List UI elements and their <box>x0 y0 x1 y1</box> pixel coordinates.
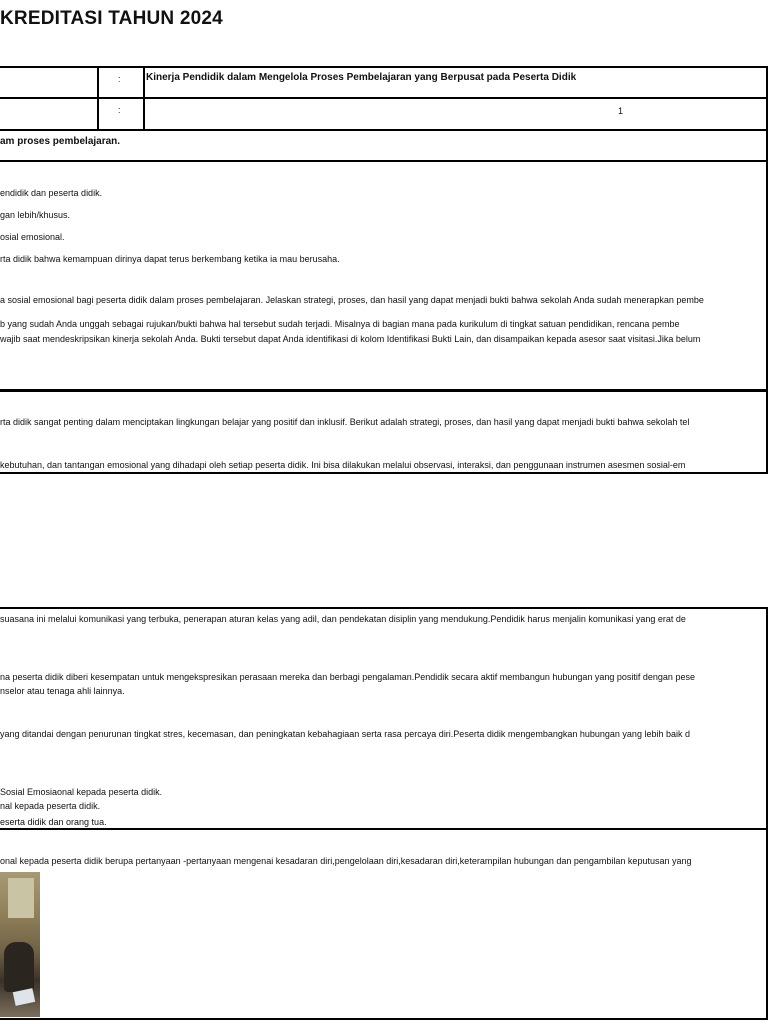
answer-line: rta didik sangat penting dalam menciptakan lingkungan belajar yang positif dan inklusif. Berikut adalah strategi, proses, dan hasil yang dapat menjadi bukti bahwa sekolah tel <box>0 417 690 427</box>
evidence-item: eserta didik dan orang tua. <box>0 817 107 827</box>
answer-line: suasana ini melalui komunikasi yang terbuka, penerapan aturan kelas yang adil, dan pendekatan disiplin yang mendukung.Pendidik harus menjalin komunikasi yang erat de <box>0 614 686 624</box>
classroom-photo <box>0 872 40 1017</box>
evidence-item: nal kepada peserta didik. <box>0 801 101 811</box>
section-divider <box>0 160 768 162</box>
page-title: KREDITASI TAHUN 2024 <box>0 8 223 29</box>
table-col-divider-1 <box>97 66 99 131</box>
row1-separator: : <box>118 74 121 84</box>
table-border-top <box>0 66 768 68</box>
list-item: gan lebih/khusus. <box>0 210 71 220</box>
row2-value: 1 <box>618 106 624 116</box>
instruction-line: b yang sudah Anda unggah sebagai rujukan/bukti bahwa hal tersebut sudah terjadi. Misalnya di bagian mana pada kurikulum di tingkat satuan pendidikan, rencana pembe <box>0 319 680 329</box>
answer-line: na peserta didik diberi kesempatan untuk mengekspresikan perasaan mereka dan berbagi pengalaman.Pendidik secara aktif membangun hubungan yang positif dengan pese <box>0 672 695 682</box>
table-col-divider-2 <box>143 66 145 131</box>
evidence-divider <box>0 828 768 830</box>
table-border-bottom <box>0 129 768 131</box>
page2-top-border <box>0 607 768 609</box>
photo-paper <box>13 988 35 1006</box>
instruction-line: a sosial emosional bagi peserta didik dalam proses pembelajaran. Jelaskan strategi, proses, dan hasil yang dapat menjadi bukti bahwa sekolah Anda sudah menerapkan pembe <box>0 295 704 305</box>
instruction-line: wajib saat mendeskripsikan kinerja sekolah Anda. Bukti tersebut dapat Anda identifikasi di kolom Identifikasi Bukti Lain, dan disampaikan kepada asesor saat visitasi.Jika belum <box>0 334 701 344</box>
table-border-mid <box>0 97 768 99</box>
row2-separator: : <box>118 105 121 115</box>
section-heading: am proses pembelajaran. <box>0 136 121 147</box>
answer-line: yang ditandai dengan penurunan tingkat stres, kecemasan, dan peningkatan kebahagiaan serta rasa percaya diri.Peserta didik mengembangkan hubungan yang lebih baik d <box>0 729 690 739</box>
photo-person <box>4 942 34 992</box>
evidence-description: onal kepada peserta didik berupa pertanyaan -pertanyaan mengenai kesadaran diri,pengelolaan diri,kesadaran diri,keterampilan hubungan dan pengambilan keputusan yang <box>0 856 692 866</box>
page1-bottom-border <box>0 472 768 474</box>
list-item: osial emosional. <box>0 232 65 242</box>
evidence-item: Sosial Emosiaonal kepada peserta didik. <box>0 787 163 797</box>
list-item: endidik dan peserta didik. <box>0 188 103 198</box>
indicator-title: Kinerja Pendidik dalam Mengelola Proses Pembelajaran yang Berpusat pada Peserta Didik <box>146 72 577 83</box>
answer-divider <box>0 389 768 392</box>
list-item: rta didik bahwa kemampuan dirinya dapat terus berkembang ketika ia mau berusaha. <box>0 254 340 264</box>
page2-bottom-border <box>0 1018 768 1020</box>
answer-line: kebutuhan, dan tantangan emosional yang dihadapi oleh setiap peserta didik. Ini bisa dilakukan melalui observasi, interaksi, dan penggunaan instrumen asesmen sosial-em <box>0 460 686 470</box>
answer-line: nselor atau tenaga ahli lainnya. <box>0 686 125 696</box>
photo-window <box>8 878 34 918</box>
